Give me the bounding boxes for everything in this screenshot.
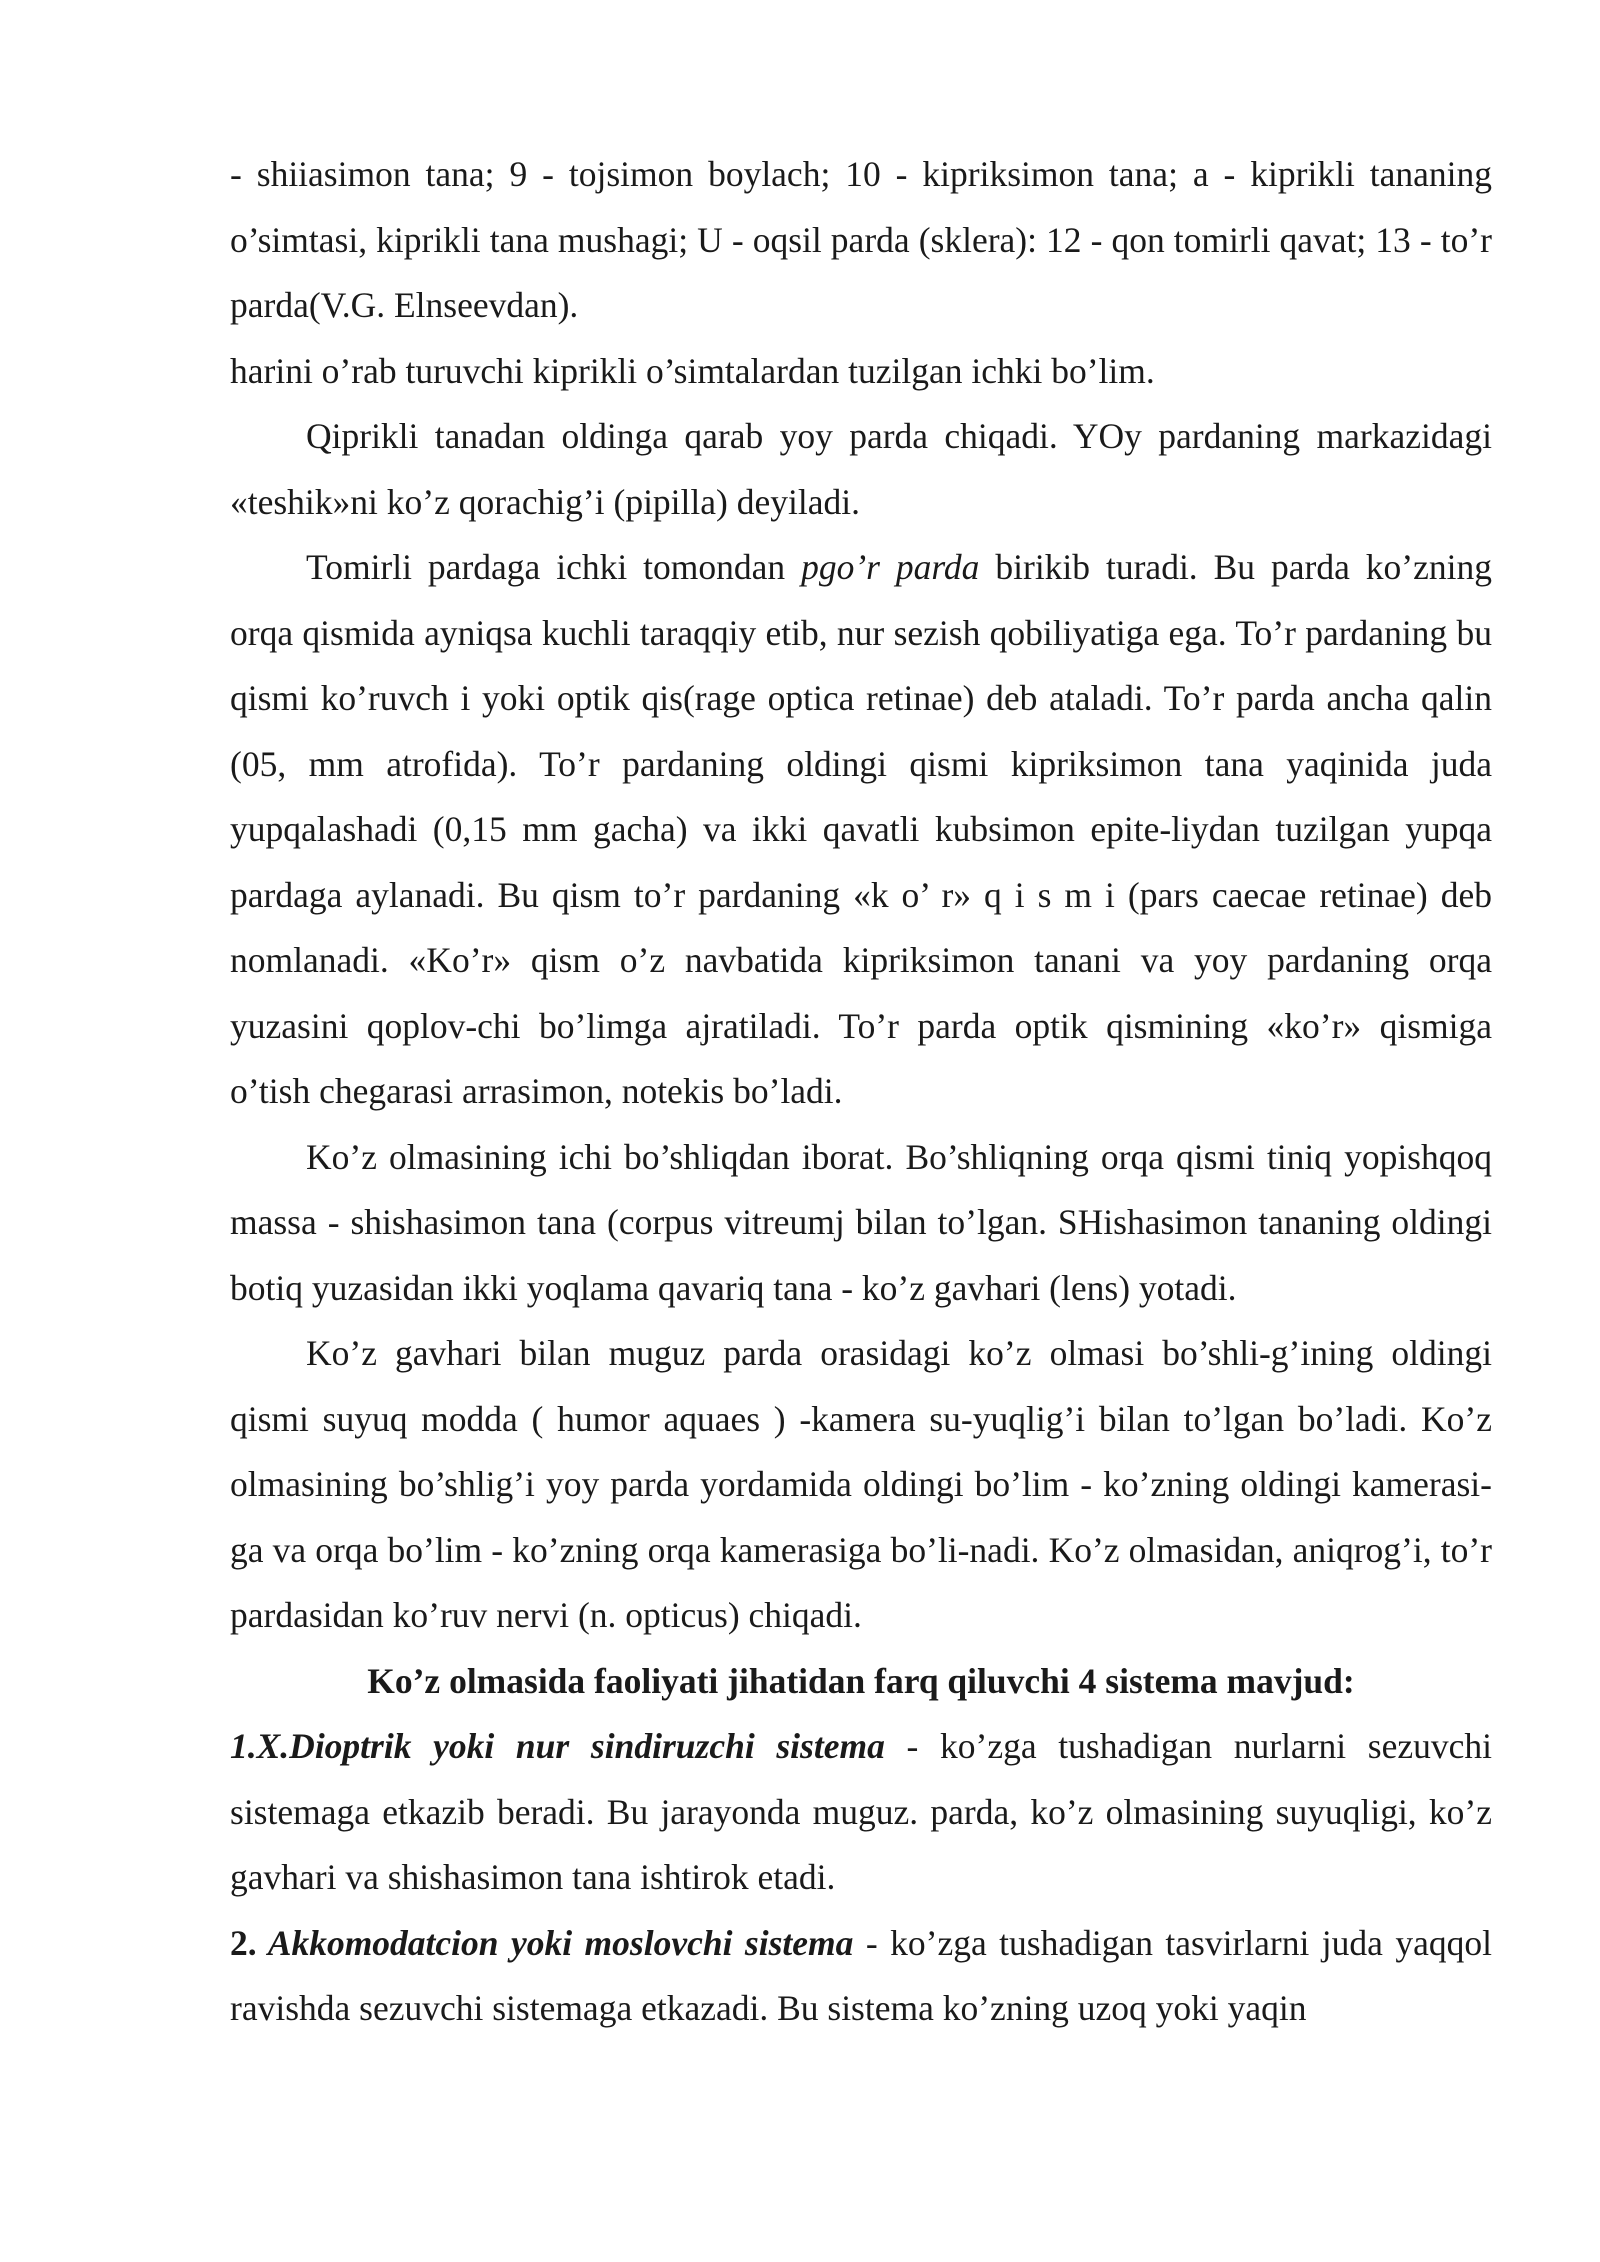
- list-item-accommodation-text: - ko’zga tushadigan tasvirlarni juda yaqqol ravishda sezuvchi sistemaga etkazadi. Bu sistema ko’zning uzoq yoki yaqin: [230, 1922, 1492, 2028]
- list-item-accommodation: [230, 1911, 1492, 2042]
- retina-text-start: Tomirli pardaga ichki tomondan: [306, 547, 802, 587]
- list-item-dioptric: [230, 1714, 1492, 1911]
- list-item-accommodation-number: 2.: [230, 1922, 257, 1963]
- paragraph-vitreous: Ko’z olmasining ichi bo’shliqdan iborat. Bo’shliqning orqa qismi tiniq yopishqoq massa - shishasimon tana (corpus vitreumj bilan to’lgan. SHishasimon tananing oldingi botiq yuzasidan ikki yoqlama qavariq tana - ko’z gavhari (lens) yotadi.: [230, 1136, 1492, 1308]
- list-item-dioptric-text: - ko’zga tushadigan nurlarni sezuvchi sistemaga etkazib beradi. Bu jarayonda muguz. parda, ko’z olmasining suyuqligi, ko’z gavhari va shishasimon tana ishtirok etadi.: [230, 1726, 1492, 1897]
- retina-term-italic: pgo’r parda: [801, 547, 980, 587]
- document-page: [230, 142, 1492, 2042]
- section-heading: Ko’z olmasida faoliyati jihatidan farq qiluvchi 4 sistema mavjud:: [367, 1660, 1355, 1701]
- paragraph-retina: [230, 535, 1492, 1125]
- list-item-accommodation-title: Akkomodatcion yoki moslovchi sistema: [256, 1922, 854, 1963]
- paragraph-chambers: Ko’z gavhari bilan muguz parda orasidagi ko’z olmasi bo’shli-g’ining oldingi qismi suyuq modda ( humor aquaes ) -kamera su-yuqlig’i bilan to’lgan bo’ladi. Ko’z olmasining bo’shlig’i yoy parda yordamida oldingi bo’lim - ko’zning oldingi kamerasi-ga va orqa bo’lim - ko’zning orqa kamerasiga bo’li-nadi. Ko’z olmasidan, aniqrog’i, to’r pardasidan ko’ruv nervi (n. opticus) chiqadi.: [230, 1333, 1492, 1635]
- paragraph-iris: Qiprikli tanadan oldinga qarab yoy parda chiqadi. YOy pardaning markazidagi «teshik»ni ko’z qorachig’i (pipilla) deyiladi.: [230, 416, 1492, 522]
- retina-text-rest: birikib turadi. Bu parda ko’zning orqa qismida ayniqsa kuchli taraqqiy etib, nur sezish qobiliyatiga ega. To’r pardaning bu qismi ko’ruvch i yoki optik qis(rage optica retinae) deb ataladi. To’r parda ancha qalin (05, mm atrofida). To’r pardaning oldingi qismi kipriksimon tana yaqinida juda yupqalashadi (0,15 mm gacha) va ikki qavatli kubsimon epite-liydan tuzilgan yupqa pardaga aylanadi. Bu qism to’r pardaning «k o’ r» q i s m i (pars caecae retinae) deb nomlanadi. «Ko’r» qism o’z navbatida kipriksimon tanani va yoy pardaning orqa yuzasini qoplov-chi bo’limga ajratiladi. To’r parda optik qismining «ko’r» qismiga o’tish chegarasi arrasimon, notekis bo’ladi.: [230, 547, 1492, 1111]
- paragraph-inner-part: harini o’rab turuvchi kiprikli o’simtalardan tuzilgan ichki bo’lim.: [230, 350, 1155, 391]
- paragraph-figure-caption: - shiiasimon tana; 9 - tojsimon boylach; 10 - kipriksimon tana; a - kiprikli tananing o’simtasi, kiprikli tana mushagi; U - oqsil parda (sklera): 12 - qon tomirli qavat; 13 - to’r parda(V.G. Elnseevdan).: [230, 154, 1492, 325]
- list-item-dioptric-title: 1.X.Dioptrik yoki nur sindiruzchi sistema: [230, 1726, 885, 1766]
